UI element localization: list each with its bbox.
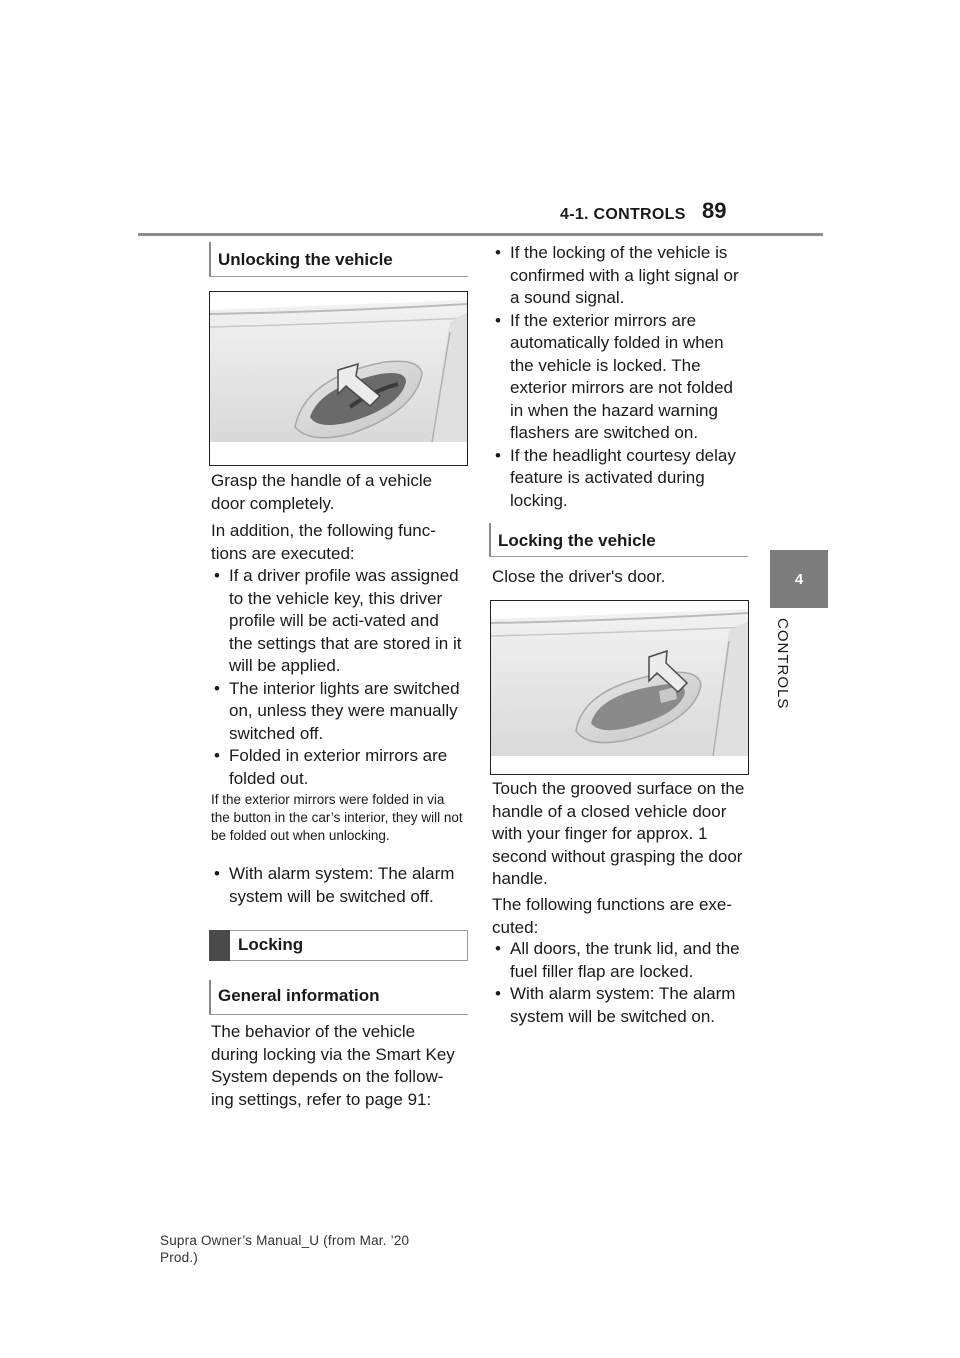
chapter-number: 4 (794, 570, 804, 588)
heading-underline (209, 276, 468, 277)
locking-heading-top-rule (230, 930, 468, 931)
alarm-bullets (211, 863, 466, 908)
lock-figure (490, 600, 749, 775)
close-text: Close the driver's door. (492, 567, 666, 586)
functions-bullets (492, 938, 750, 1028)
settings-bullets (492, 242, 750, 512)
list-item: • The interior lights are switched on, unless they were manually switched off. (211, 678, 466, 746)
heading-general-information: General information (218, 986, 380, 1005)
list-item: • With alarm system: The alarm system will be switched off. (211, 863, 466, 908)
grasp-text: Grasp the handle of a vehicle door completely. (211, 471, 433, 513)
list-item: • Folded in exterior mirrors are folded out. (211, 745, 466, 790)
door-handle-grasp-illustration (210, 292, 467, 465)
touch-text: Touch the grooved surface on the handle of a closed vehicle door with your finger for approx. 1 second without grasping the door handle. (492, 779, 745, 888)
addition-intro: In addition, the following func-tions are executed: (211, 521, 436, 563)
heading-underline (489, 556, 748, 557)
footer-line: Supra Owner’s Manual_U (from Mar. ’20 (160, 1233, 410, 1248)
behavior-text: The behavior of the vehicle during locking via the Smart Key System depends on the follow-ing settings, refer to page 91: (211, 1022, 455, 1109)
list-item: • If the exterior mirrors are automatically folded in when the vehicle is locked. The exterior mirrors are not folded in when the hazard warning flashers are switched on. (492, 310, 750, 445)
locking-heading-bottom-rule (230, 960, 468, 961)
locking-heading-block (209, 930, 230, 961)
list-item: • All doors, the trunk lid, and the fuel filler flap are locked. (492, 938, 750, 983)
chapter-tab (770, 550, 828, 608)
footer (160, 1232, 460, 1266)
header-divider (138, 233, 823, 236)
mirror-note: If the exterior mirrors were folded in via the button in the car’s interior, they will not be folded out when unlocking. (211, 792, 463, 843)
locking-heading-right-rule (467, 930, 468, 961)
heading-locking-vehicle: Locking the vehicle (498, 531, 656, 550)
list-item: • If the headlight courtesy delay feature is activated during locking. (492, 445, 750, 513)
heading-marker (489, 523, 491, 557)
chapter-label: CONTROLS (774, 618, 791, 710)
list-item: • If the locking of the vehicle is confirmed with a light signal or a sound signal. (492, 242, 750, 310)
heading-marker (209, 980, 211, 1014)
list-item: • With alarm system: The alarm system will be switched on. (492, 983, 750, 1028)
heading-marker (209, 242, 211, 276)
section-title: 4-1. CONTROLS (560, 206, 686, 223)
heading-locking: Locking (238, 935, 304, 954)
footer-line: Prod.) (160, 1250, 198, 1265)
unlock-figure (209, 291, 468, 466)
page-number: 89 (702, 198, 727, 223)
list-item: • If a driver profile was assigned to the vehicle key, this driver profile will be acti-vated and the settings that are stored in it will be applied. (211, 565, 466, 678)
addition-bullets (211, 565, 466, 790)
door-handle-touch-illustration (491, 601, 748, 774)
heading-underline (209, 1014, 468, 1015)
heading-unlocking: Unlocking the vehicle (218, 250, 393, 269)
functions-intro: The following functions are exe-cuted: (492, 895, 733, 937)
